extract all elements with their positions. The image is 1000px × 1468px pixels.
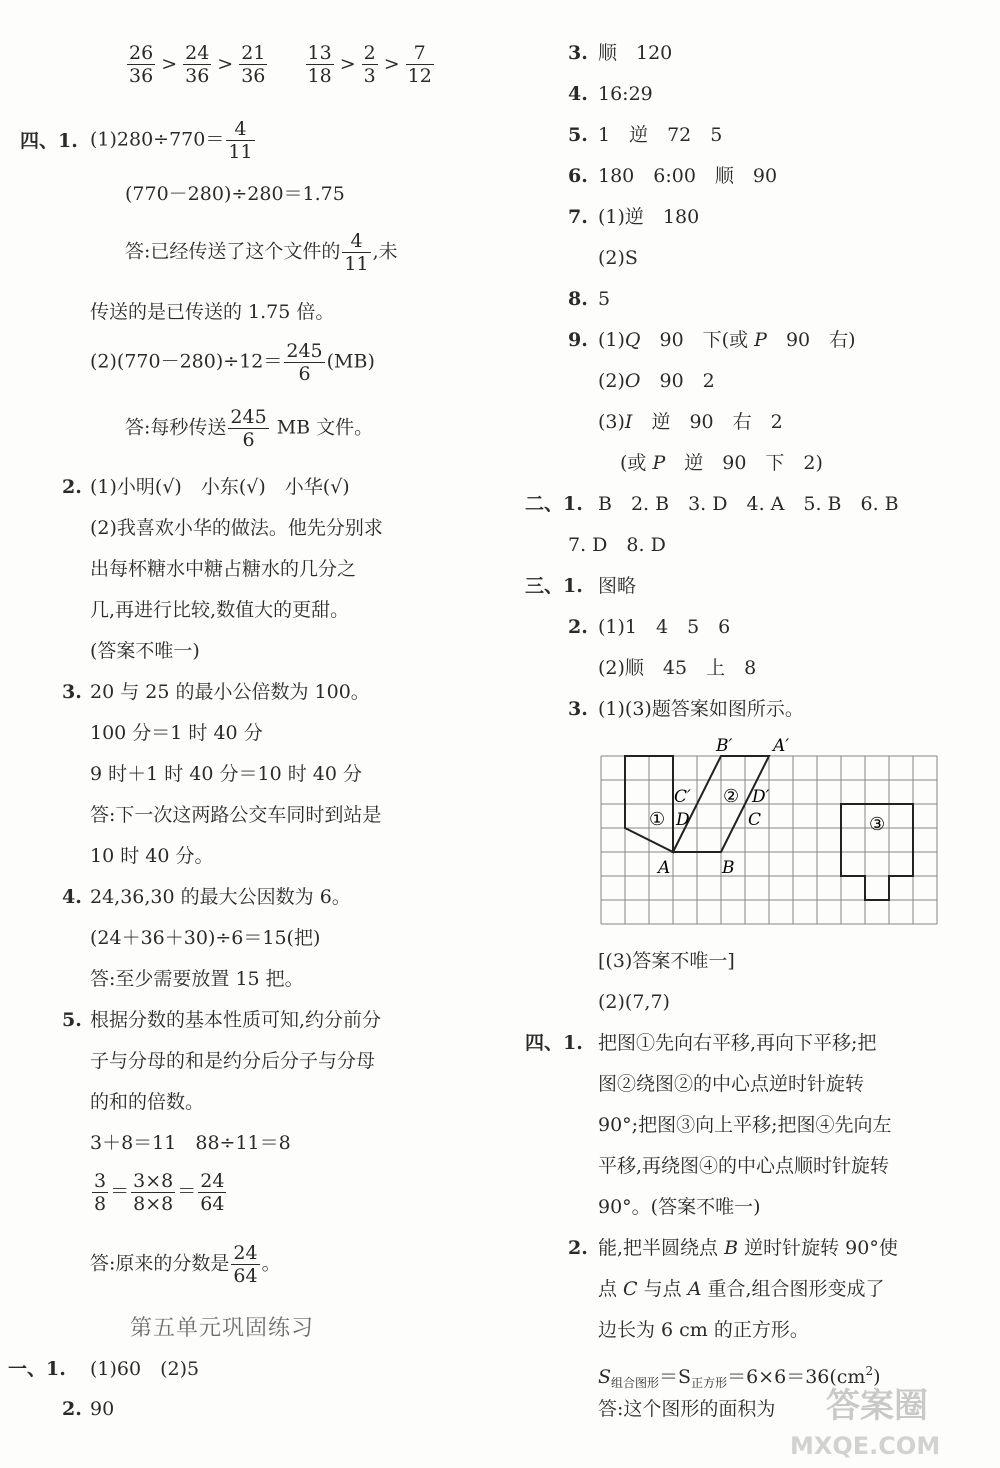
question-number: 3. xyxy=(568,42,588,64)
answer-line: (或 P 逆 90 下 2) xyxy=(620,452,823,474)
answer-line: 平移,再绕图④的中心点顺时针旋转 xyxy=(598,1155,890,1177)
question-number: 4. xyxy=(62,886,82,908)
section-label: 二、1. xyxy=(525,493,583,515)
watermark-url: MXQE.COM xyxy=(790,1432,941,1460)
answer-line: 答:至少需要放置 15 把。 xyxy=(90,968,304,990)
section-label: 四、1. xyxy=(20,130,78,152)
section-label: 三、1. xyxy=(525,575,583,597)
unit-heading: 第五单元巩固练习 xyxy=(130,1316,315,1341)
answer-line: (1)1 4 5 6 xyxy=(598,616,731,638)
answer-line: 图略 xyxy=(598,575,637,597)
answer-line: (2)O 90 2 xyxy=(598,370,715,392)
answer-line: (答案不唯一) xyxy=(90,640,200,662)
answer-line: 根据分数的基本性质可知,约分前分 xyxy=(90,1009,382,1031)
answer-line: (1)280÷770＝ $\frac{4}{11}$ xyxy=(90,118,253,163)
answer-line: 子与分母的和是约分后分子与分母 xyxy=(90,1050,376,1072)
answer-line: 9 时＋1 时 40 分＝10 时 40 分 xyxy=(90,763,362,785)
answer-line: (2)顺 45 上 8 xyxy=(598,657,757,679)
answer-line: 10 时 40 分。 xyxy=(90,845,214,867)
label-A: A xyxy=(658,858,671,878)
answer-line: (1)(3)题答案如图所示。 xyxy=(598,698,804,720)
circled-1: ① xyxy=(649,809,666,830)
question-number: 2. xyxy=(62,1398,82,1420)
answer-line: 3＋8＝11 88÷11＝8 xyxy=(90,1132,291,1154)
answer-line: 点 C 与点 A 重合,组合图形变成了 xyxy=(598,1278,885,1300)
circled-2: ② xyxy=(723,786,740,807)
question-number: 3. xyxy=(568,698,588,720)
answer-line: (1)逆 180 xyxy=(598,206,700,228)
answer-line: (2)我喜欢小华的做法。他先分别求 xyxy=(90,517,383,539)
question-number: 2. xyxy=(568,1237,588,1259)
question-number: 9. xyxy=(568,329,588,351)
fraction-equation: $\frac{3}{8}$ ＝ $\frac{3\times 8}{8\times 8}$ ＝ $\frac{24}{64}$ xyxy=(94,1170,225,1215)
answer-line: 把图①先向右平移,再向下平移;把 xyxy=(598,1032,877,1054)
label-C: C xyxy=(748,810,762,830)
note-line: [(3)答案不唯一] xyxy=(598,950,735,972)
answer-line: 90 xyxy=(90,1398,115,1420)
question-number: 5. xyxy=(62,1009,82,1031)
circled-3: ③ xyxy=(869,814,886,835)
label-B: B xyxy=(722,858,735,878)
answer-line: (24＋36＋30)÷6＝15(把) xyxy=(90,927,321,949)
fraction-comparison-row: $\frac{26}{36}$ > $\frac{24}{36}$ > $\frac{21}{36}$ $\frac{13}{18}$ > $\frac{2}{3}$ > $\frac{7}{12}$ xyxy=(129,42,432,87)
answer-line: 几,再进行比较,数值大的更甜。 xyxy=(90,599,350,621)
area-formula: $S_{组合图形}=S_{正方形}=6\times 6=36(cm^2)$ xyxy=(598,1364,881,1390)
answer-line: 90°。(答案不唯一) xyxy=(598,1196,761,1218)
answer-line: (3)I 逆 90 右 2 xyxy=(598,411,783,433)
transformation-grid-figure xyxy=(590,732,962,942)
answer-line: 100 分＝1 时 40 分 xyxy=(90,722,263,744)
question-number: 2. xyxy=(568,616,588,638)
label-D-prime: D′ xyxy=(752,787,770,807)
answer-line: (2)S xyxy=(598,247,638,269)
answer-line: 答:原来的分数是 $\frac{24}{64}$ 。 xyxy=(90,1242,281,1287)
answer-line: 7. D 8. D xyxy=(568,534,666,556)
answer-line: 16:29 xyxy=(598,83,653,105)
watermark-logo: 答案圈 xyxy=(826,1386,928,1426)
answer-line: 的和的倍数。 xyxy=(90,1091,205,1113)
answer-line: 答:每秒传送 $\frac{245}{6}$ MB 文件。 xyxy=(125,406,374,451)
answer-line: 答:已经传送了这个文件的 $\frac{4}{11}$ ,未 xyxy=(125,230,398,275)
answer-line: (1)Q 90 下(或 P 90 右) xyxy=(598,329,856,351)
answer-line: 能,把半圆绕点 B 逆时针旋转 90°使 xyxy=(598,1237,898,1259)
answer-line: 24,36,30 的最大公因数为 6。 xyxy=(90,886,351,908)
answer-line: 顺 120 xyxy=(598,42,673,64)
answer-line: 边长为 6 cm 的正方形。 xyxy=(598,1319,809,1341)
answer-line: (2)(770－280)÷12＝ $\frac{245}{6}$ (MB) xyxy=(90,340,375,385)
answer-line: 图②绕图②的中心点逆时针旋转 xyxy=(598,1073,865,1095)
answer-line: (770－280)÷280＝1.75 xyxy=(125,183,345,205)
section-label: 四、1. xyxy=(525,1032,583,1054)
label-D: D xyxy=(676,810,690,830)
grid-lines xyxy=(601,756,937,924)
answer-line: B 2. B 3. D 4. A 5. B 6. B xyxy=(598,493,899,515)
answer-line: 20 与 25 的最小公倍数为 100。 xyxy=(90,681,370,703)
question-number: 3. xyxy=(62,681,82,703)
label-B-prime: B′ xyxy=(716,736,733,756)
question-number: 6. xyxy=(568,165,588,187)
answer-line: 出每杯糖水中糖占糖水的几分之 xyxy=(90,558,357,580)
answer-line: 180 6:00 顺 90 xyxy=(598,165,778,187)
answer-line: 答:这个图形的面积为 xyxy=(598,1398,776,1420)
answer-line: 传送的是已传送的 1.75 倍。 xyxy=(90,301,335,323)
label-A-prime: A′ xyxy=(773,736,790,756)
question-number: 4. xyxy=(568,83,588,105)
label-C-prime: C′ xyxy=(674,787,691,807)
answer-line: 1 逆 72 5 xyxy=(598,124,723,146)
answer-line: (1)小明(√) 小东(√) 小华(√) xyxy=(90,476,350,498)
section-label: 一、1. xyxy=(8,1358,66,1380)
question-number: 8. xyxy=(568,288,588,310)
question-number: 7. xyxy=(568,206,588,228)
question-number: 5. xyxy=(568,124,588,146)
answer-line: (1)60 (2)5 xyxy=(90,1358,200,1380)
answer-line: 5 xyxy=(598,288,611,310)
question-number: 2. xyxy=(62,476,82,498)
answer-line: 答:下一次这两路公交车同时到站是 xyxy=(90,804,382,826)
answer-line: (2)(7,7) xyxy=(598,991,670,1013)
answer-line: 90°;把图③向上平移;把图④先向左 xyxy=(598,1114,892,1136)
